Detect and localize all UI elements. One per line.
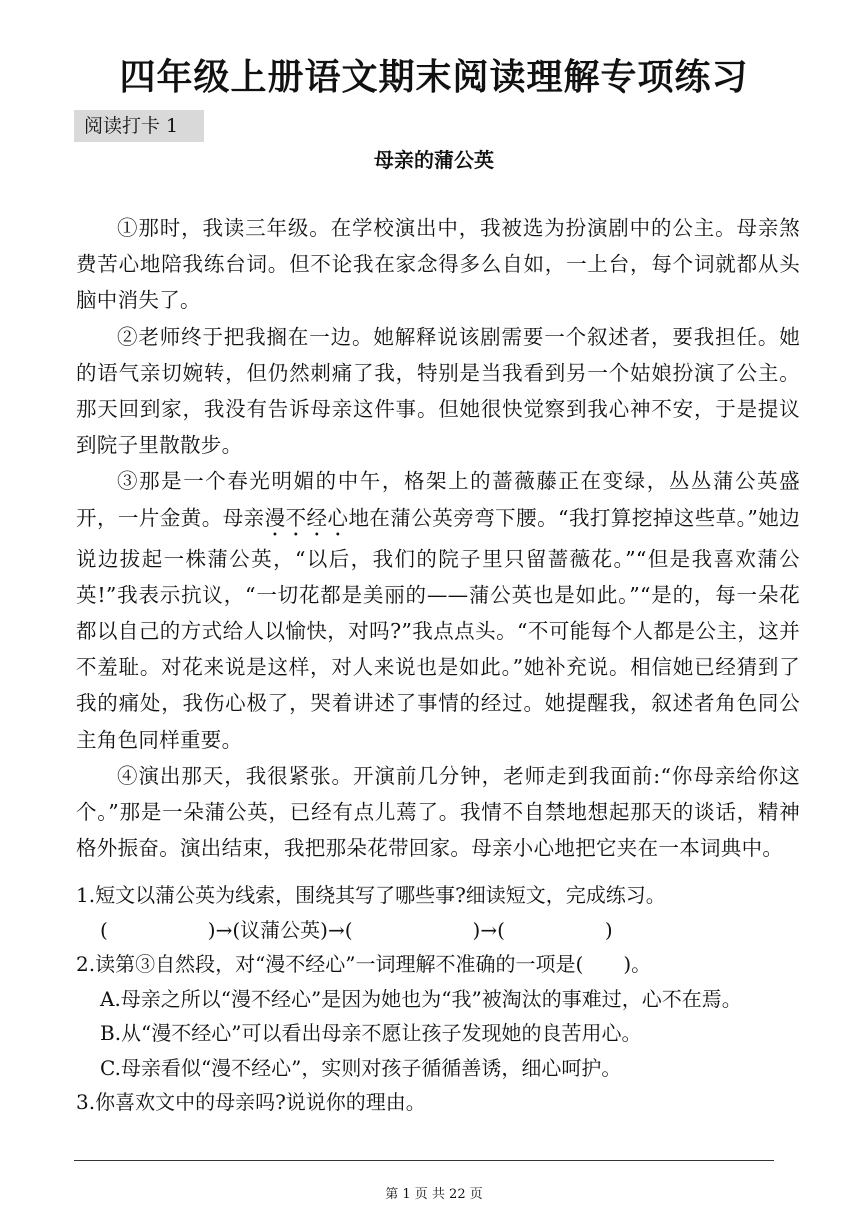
passage <box>76 210 800 866</box>
dotted-phrase: 漫不经心 <box>264 505 349 530</box>
option-c: C.母亲看似“漫不经心”，实则对孩子循循善诱，细心呵护。 <box>100 1055 622 1080</box>
reading-tag: 阅读打卡 1 <box>74 110 204 142</box>
question-3: 3.你喜欢文中的母亲吗?说说你的理由。 <box>76 1090 426 1114</box>
paragraph-3-start: ③那是一个春光明媚的中午，格架上的蔷薇藤正在变绿，丛丛蒲公英盛开，一片金黄。母亲 <box>76 469 800 530</box>
questions <box>76 878 816 1120</box>
page-title: 四年级上册语文期末阅读理解专项练习 <box>119 57 749 98</box>
paragraph-4: ④演出那天，我很紧张。开演前几分钟，老师走到我面前:“你母亲给你这个。”那是一朵蒲公英，已经有点儿蔫了。我情不自禁地想起那天的谈话，精神格外振奋。演出结束，我把那朵花带回家。母亲小心地把它夹在一本词典中。 <box>76 763 800 861</box>
option-a: A.母亲之所以“漫不经心”是因为她也为“我”被淘汰的事难过，心不在焉。 <box>100 986 742 1011</box>
passage-title: 母亲的蒲公英 <box>374 148 494 172</box>
question-1: 1.短文以蒲公英为线索，围绕其写了哪些事?细读短文，完成练习。 <box>76 883 666 907</box>
paragraph-1: ①那时，我读三年级。在学校演出中，我被选为扮演剧中的公主。母亲煞费苦心地陪我练台词。但不论我在家念得多么自如，一上台，每个词就都从头脑中消失了。 <box>76 216 800 313</box>
option-b: B.从“漫不经心”可以看出母亲不愿让孩子发现她的良苦用心。 <box>100 1021 642 1045</box>
page-footer: 第 1 页 共 22 页 <box>385 1187 483 1202</box>
question-1-blanks: ( )→(议蒲公英)→( )→( ) <box>100 917 613 942</box>
paragraph-3 <box>76 463 800 757</box>
answer-line <box>74 1160 774 1161</box>
question-2: 2.读第③自然段，对“漫不经心”一词理解不准确的一项是( )。 <box>76 952 652 976</box>
paragraph-3-rest: 地在蒲公英旁弯下腰。“我打算挖掉这些草。”她边说边拔起一株蒲公英，“以后，我们的院子里只留蔷薇花。”“但是我喜欢蒲公英!”我表示抗议，“一切花都是美丽的——蒲公英也是如此。”“是的，每一朵花都以自己的方式给人以愉快，对吗?”我点点头。“不可能每个人都是公主，这并不羞耻。对花来说是这样，对人来说也是如此。”她补充说。相信她已经猜到了我的痛处，我伤心极了，哭着讲述了事情的经过。她提醒我，叙述者角色同公主角色同样重要。 <box>76 505 801 752</box>
paragraph-2: ②老师终于把我搁在一边。她解释说该剧需要一个叙述者，要我担任。她的语气亲切婉转，但仍然刺痛了我，特别是当我看到另一个姑娘扮演了公主。那天回到家，我没有告诉母亲这件事。但她很快觉察到我心神不安，于是提议到院子里散散步。 <box>76 324 800 458</box>
